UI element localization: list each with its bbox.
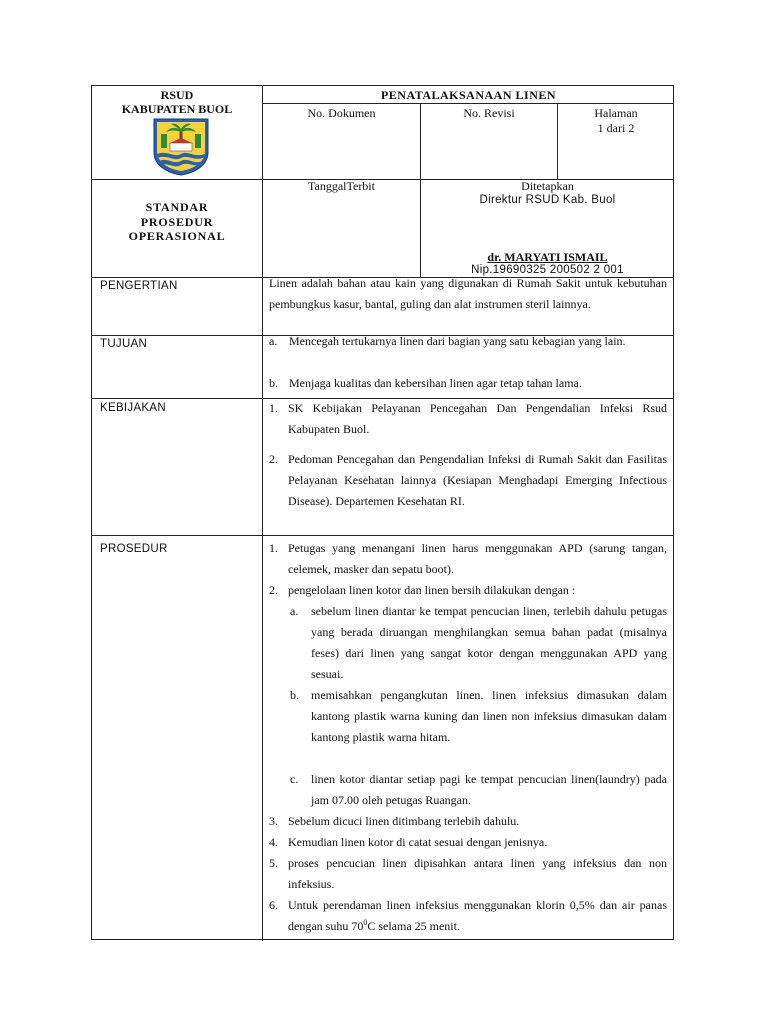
- signer-name-text: dr. MARYATI ISMAIL: [487, 250, 608, 264]
- prosedur-marker-2: 2.: [269, 583, 278, 597]
- prosedur-marker-5: 5.: [269, 856, 278, 870]
- sop-line-2: PROSEDUR: [140, 214, 214, 229]
- prosedur-text-6-before: Untuk perendaman linen infeksius menggunakan klorin 0,5% dan air panas dengan suhu 70: [288, 898, 667, 933]
- prosedur-text-3: Sebelum dicuci linen ditimbang terlebih dahulu.: [288, 814, 520, 828]
- prosedur-text-6-after: C selama 25 menit.: [367, 919, 460, 933]
- prosedur-text-5: proses pencucian linen dipisahkan antara linen yang infeksius dan non infeksius.: [288, 856, 667, 891]
- prosedur-text-1: Petugas yang menangani linen harus menggunakan APD (sarung tangan, celemek, masker dan sepatu boot).: [288, 541, 667, 576]
- prosedur-text-4: Kemudian linen kotor di catat sesuai dengan jenisnya.: [288, 835, 548, 849]
- tanggal-terbit-label: TanggalTerbit: [308, 179, 375, 193]
- prosedur-marker-6: 6.: [269, 898, 278, 912]
- ditetapkan-label: Ditetapkan: [521, 179, 574, 193]
- prosedur-marker-3: 3.: [269, 814, 278, 828]
- org-line-2: KABUPATEN BUOL: [121, 102, 233, 116]
- tujuan-text-b: Menjaga kualitas dan kebersihan linen agar tetap tahan lama.: [289, 376, 582, 390]
- prosedur-marker-4: 4.: [269, 835, 278, 849]
- tujuan-marker-b: b.: [269, 376, 278, 390]
- prosedur-marker-c: c.: [290, 772, 299, 786]
- prosedur-marker-1: 1.: [269, 541, 278, 555]
- tujuan-text-a: Mencegah tertukarnya linen dari bagian yang satu kebagian yang lain.: [289, 334, 626, 348]
- prosedur-marker-b: b.: [290, 688, 299, 702]
- prosedur-text-c: linen kotor diantar setiap pagi ke tempat pencucian linen(laundry) pada jam 07.00 oleh petugas Ruangan.: [311, 772, 667, 807]
- prosedur-text-a: sebelum linen diantar ke tempat pencucian linen, terlebih dahulu petugas yang berada diruangan menghilangkan semua bahan padat (misalnya feses) dari linen yang sangat kotor dengan menggunakan APD yang sesuai.: [311, 604, 667, 681]
- sop-line-1: STANDAR: [145, 200, 209, 214]
- prosedur-text-6: [288, 895, 667, 937]
- sop-document: [91, 85, 674, 940]
- prosedur-text-2: pengelolaan linen kotor dan linen bersih dilakukan dengan :: [288, 583, 576, 597]
- org-line-1: RSUD: [160, 88, 194, 102]
- halaman-value: 1 dari 2: [597, 121, 635, 135]
- signer-name: [421, 250, 674, 264]
- org-name: [92, 88, 262, 116]
- document-title: PENATALAKSANAAN LINEN: [380, 88, 557, 102]
- prosedur-marker-a: a.: [290, 604, 299, 618]
- kebijakan-text-1: SK Kebijakan Pelayanan Pencegahan Dan Pengendalian Infeksi Rsud Kabupaten Buol.: [288, 401, 667, 436]
- kebijakan-label: KEBIJAKAN: [100, 402, 166, 414]
- signer-nip: Nip.19690325 200502 2 001: [471, 264, 624, 276]
- kebijakan-marker-2: 2.: [269, 452, 278, 466]
- tujuan-label: TUJUAN: [100, 338, 148, 350]
- prosedur-text-b: memisahkan pengangkutan linen. linen infeksius dimasukan dalam kantong plastik warna kuning dan linen non infeksius dimasukan dalam kantong plastik warna hitam.: [311, 688, 667, 744]
- no-dokumen-label: No. Dokumen: [307, 106, 376, 120]
- tujuan-marker-a: a.: [269, 334, 278, 348]
- kabupaten-buol-logo: [150, 116, 212, 176]
- kebijakan-text-2: Pedoman Pencegahan dan Pengendalian Infeksi di Rumah Sakit dan Fasilitas Pelayanan Kesehatan lainnya (Kesiapan Menghadapi Emerging Infectious Disease). Departemen Kesehatan RI.: [288, 452, 667, 508]
- pengertian-label: PENGERTIAN: [100, 280, 178, 292]
- kebijakan-marker-1: 1.: [269, 401, 278, 415]
- direktur-label: Direktur RSUD Kab. Buol: [479, 194, 616, 206]
- no-revisi-label: No. Revisi: [463, 106, 515, 120]
- prosedur-text-6-sup: 0: [363, 918, 368, 927]
- sop-label: [92, 200, 262, 244]
- prosedur-label: PROSEDUR: [100, 543, 168, 555]
- pengertian-text: Linen adalah bahan atau kain yang digunakan di Rumah Sakit untuk kebutuhan pembungkus kasur, bantal, guling dan alat instrumen steril lainnya.: [269, 276, 667, 311]
- halaman-label: Halaman: [594, 106, 638, 120]
- sop-line-3: OPERASIONAL: [128, 229, 226, 243]
